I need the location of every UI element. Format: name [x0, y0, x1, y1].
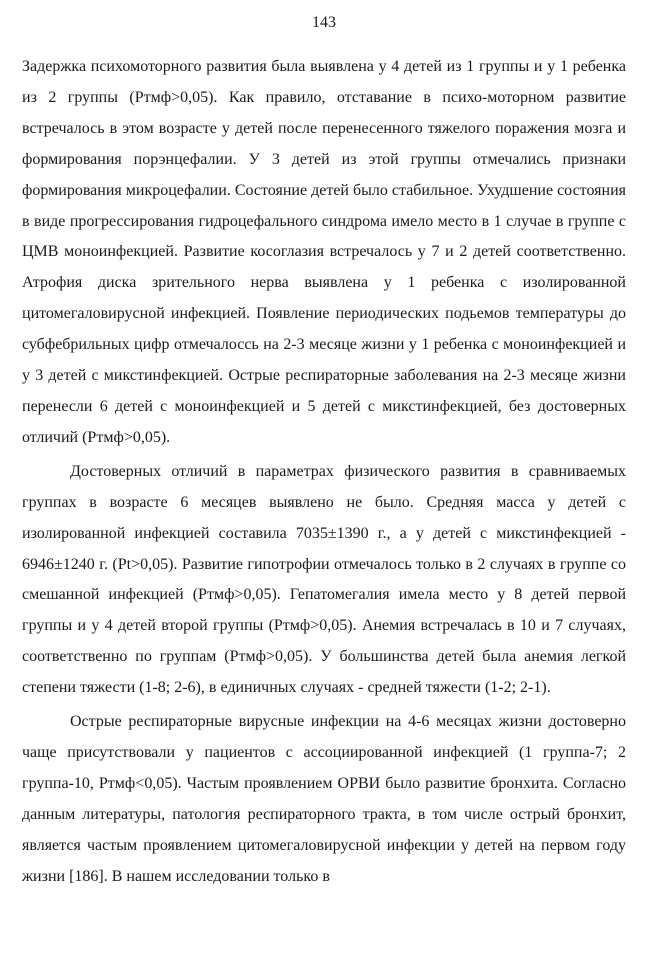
paragraph-respiratory-infections: Острые респираторные вирусные инфекции на 4-6 месяцах жизни достоверно чаще присутствовали у пациентов с ассоциированной инфекцией (1 группа-7; 2 группа-10, Ртмф<0,05). Частым проявлением ОРВИ было развитие бронхита. Согласно данным литературы, патология респираторного тракта, в том числе острый бронхит, является частым проявлением цитомегаловирусной инфекции у детей на первом году жизни [186]. В нашем исследовании только в: [22, 713, 626, 885]
page-number: 143: [312, 14, 336, 31]
paragraph-physical-development: Достоверных отличий в параметрах физического развития в сравниваемых группах в возрасте 6 месяцев выявлено не было. Средняя масса у детей с изолированной инфекцией составила 7035±1390 г., а у детей с микстинфекцией - 6946±1240 г. (Pt>0,05). Развитие гипотрофии отмечалось только в 2 случаях в группе со смешанной инфекцией (Ртмф>0,05). Гепатомегалия имела место у 8 детей первой группы и у 4 детей второй группы (Ртмф>0,05). Анемия встречалась в 10 и 7 случаях, соответственно по группам (Ртмф>0,05). У большинства детей была анемия легкой степени тяжести (1-8; 2-6), в единичных случаях - средней тяжести (1-2; 2-1).: [22, 462, 626, 697]
paragraph-psychomotor-development: Задержка психомоторного развития была выявлена у 4 детей из 1 группы и у 1 ребенка из 2 группы (Ртмф>0,05). Как правило, отставание в психо-моторном развитие встречалось в этом возрасте у детей после перенесенного тяжелого поражения мозга и формирования порэнцефалии. У 3 детей из этой группы отмечались признаки формирования микроцефалии. Состояние детей было стабильное. Ухудшение состояния в виде прогрессирования гидроцефального синдрома имело место в 1 случае в группе с ЦМВ моноинфекцией. Развитие косоглазия встречалось у 7 и 2 детей соответственно. Атрофия диска зрительного нерва выявлена у 1 ребенка с изолированной цитомегаловирусной инфекцией. Появление периодических подьемов температуры до субфебрильных цифр отмечалоссь на 2-3 месяце жизни у 1 ребенка с моноинфекцией и у 3 детей с микстинфекцией. Острые респираторные заболевания на 2-3 месяце жизни перенесли 6 детей с моноинфекцией и 5 детей с микстинфекцией, без достоверных отличий (Ртмф>0,05).: [22, 58, 626, 446]
body-text: [22, 52, 626, 892]
